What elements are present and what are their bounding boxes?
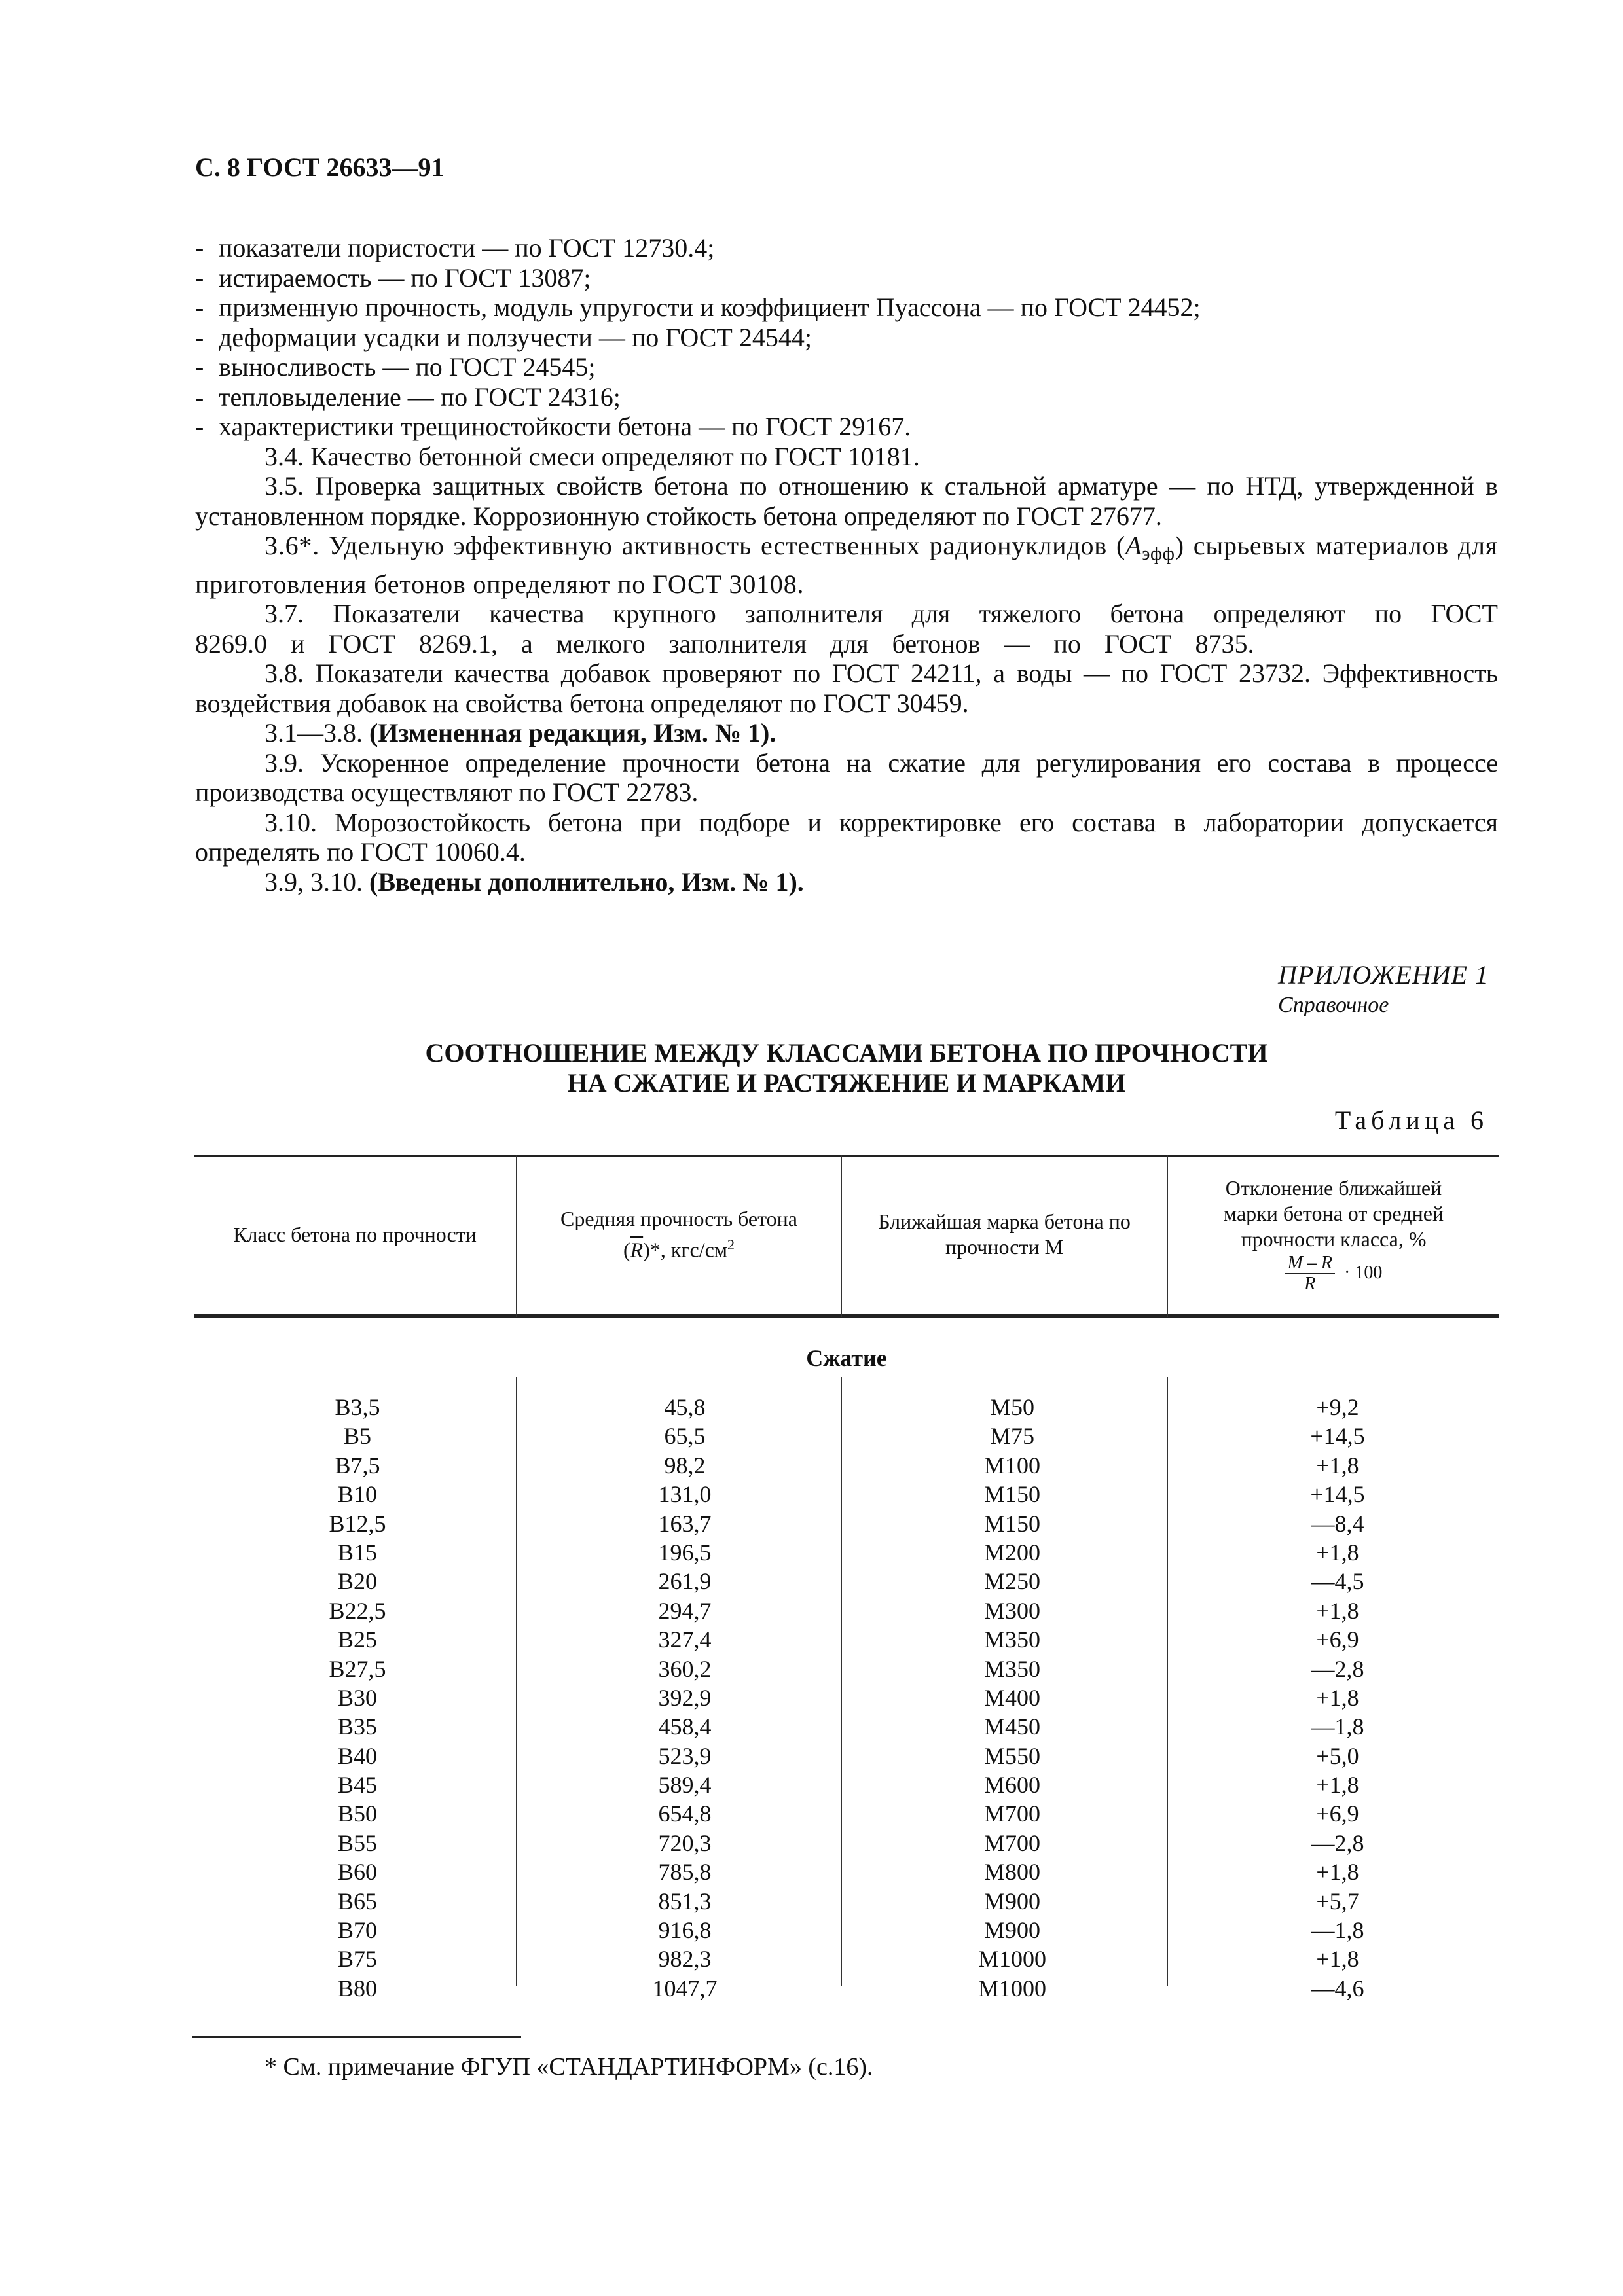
cell-grade: М200 — [983, 1539, 1040, 1566]
table-header-rule — [194, 1314, 1499, 1318]
cell-deviation: +1,8 — [1316, 1772, 1359, 1799]
cell-class: В22,5 — [329, 1597, 386, 1624]
cell-mean-strength: 458,4 — [658, 1713, 712, 1740]
paragraph-3-7: 3.7. Показатели качества крупного заполнителя для тяжелого бетона определяют по ГОСТ 8269.0 и ГОСТ 8269.1, а мелкого заполнителя для бетонов — по ГОСТ 8735. — [195, 599, 1498, 658]
table-row — [194, 1887, 1499, 1916]
column-header-grade: Ближайшая марка бетона по прочности М — [878, 1210, 1131, 1259]
cell-deviation: —1,8 — [1311, 1713, 1364, 1740]
cell-class: В40 — [337, 1742, 377, 1769]
table-row — [194, 1567, 1499, 1596]
list-item: - характеристики трещиностойкости бетона — по ГОСТ 29167. — [195, 412, 911, 441]
cell-class: В20 — [337, 1568, 377, 1595]
cell-deviation: —1,8 — [1311, 1917, 1364, 1944]
cell-grade: М550 — [983, 1742, 1040, 1769]
paragraph-3-5: 3.5. Проверка защитных свойств бетона по отношению к стальной арматуре — по НТД, утвержденной в установленном порядке. Коррозионную стойкость бетона определяют по ГОСТ 27677. — [195, 471, 1498, 531]
cell-mean-strength: 851,3 — [658, 1888, 712, 1914]
cell-grade: М300 — [983, 1597, 1040, 1624]
cell-grade: М350 — [983, 1655, 1040, 1682]
table-row — [194, 1683, 1499, 1712]
cell-grade: М600 — [983, 1772, 1040, 1799]
footnote-rule — [192, 2036, 521, 2038]
cell-mean-strength: 589,4 — [658, 1772, 712, 1799]
cell-class: В27,5 — [329, 1655, 386, 1682]
paragraph-3-9-3-10-note: 3.9, 3.10. (Введены дополнительно, Изм. № 1). — [264, 867, 804, 897]
cell-mean-strength: 98,2 — [664, 1452, 706, 1479]
cell-mean-strength: 45,8 — [664, 1394, 706, 1420]
cell-grade: М150 — [983, 1510, 1040, 1537]
table-row — [194, 1857, 1499, 1886]
cell-class: В65 — [337, 1888, 377, 1914]
cell-grade: М900 — [983, 1917, 1040, 1944]
list-item: - выносливость — по ГОСТ 24545; — [195, 352, 596, 382]
footnote: * См. примечание ФГУП «СТАНДАРТИНФОРМ» (с.16). — [264, 2053, 873, 2081]
cell-grade: М900 — [983, 1888, 1040, 1914]
cell-mean-strength: 654,8 — [658, 1801, 712, 1827]
list-item: - показатели пористости — по ГОСТ 12730.4; — [195, 233, 715, 262]
cell-mean-strength: 65,5 — [664, 1423, 706, 1450]
table-row — [194, 1742, 1499, 1770]
table-row — [194, 1655, 1499, 1683]
cell-grade: М800 — [983, 1859, 1040, 1886]
table-row — [194, 1945, 1499, 1973]
column-header-mean-strength: Средняя прочность бетона $(\overline{R})*$, кгс/$см^2$ — [560, 1206, 797, 1262]
table-body — [194, 1393, 1499, 2003]
table-row — [194, 1451, 1499, 1480]
cell-deviation: —4,5 — [1311, 1568, 1364, 1595]
cell-mean-strength: 163,7 — [658, 1510, 712, 1537]
cell-class: В10 — [337, 1481, 377, 1508]
cell-mean-strength: 785,8 — [658, 1859, 712, 1886]
cell-grade: М400 — [983, 1684, 1040, 1711]
cell-mean-strength: 916,8 — [658, 1917, 712, 1944]
table-row — [194, 1799, 1499, 1828]
cell-grade: М350 — [983, 1626, 1040, 1653]
cell-class: В80 — [337, 1975, 377, 2001]
cell-deviation: +6,9 — [1316, 1626, 1359, 1653]
table-row — [194, 1829, 1499, 1857]
table-row — [194, 1596, 1499, 1625]
cell-mean-strength: 196,5 — [658, 1539, 712, 1566]
column-header-deviation: Отклонение ближайшей марки бетона от средней прочности класса, % $\frac{M - R}{R}$ · 100 — [1223, 1175, 1444, 1294]
cell-deviation: +1,8 — [1316, 1946, 1359, 1973]
cell-deviation: +14,5 — [1310, 1423, 1365, 1450]
column-header-class: Класс бетона по прочности — [233, 1222, 477, 1246]
cell-class: В60 — [337, 1859, 377, 1886]
cell-deviation: +9,2 — [1316, 1394, 1359, 1420]
table-label: Таблица 6 — [1334, 1105, 1488, 1135]
cell-grade: М450 — [983, 1713, 1040, 1740]
cell-mean-strength: 720,3 — [658, 1829, 712, 1856]
section-header-compression: Сжатие — [806, 1345, 887, 1371]
page-header: С. 8 ГОСТ 26633—91 — [195, 152, 445, 182]
cell-grade: М1000 — [977, 1975, 1046, 2001]
cell-class: В30 — [337, 1684, 377, 1711]
list-item: - истираемость — по ГОСТ 13087; — [195, 262, 591, 293]
cell-grade: М50 — [989, 1394, 1034, 1420]
table-row — [194, 1509, 1499, 1538]
cell-deviation: +1,8 — [1316, 1684, 1359, 1711]
cell-class: В35 — [337, 1713, 377, 1740]
list-item: - деформации усадки и ползучести — по ГОСТ 24544; — [195, 322, 812, 352]
appendix-label: ПРИЛОЖЕНИЕ 1 Справочное — [1278, 960, 1489, 1017]
paragraph-3-9: 3.9. Ускоренное определение прочности бетона на сжатие для регулирования его состава в процессе производства осуществляют по ГОСТ 22783. — [195, 747, 1498, 807]
deviation-formula: $\frac{M - R}{R}$ · 100 — [1224, 1253, 1444, 1294]
cell-class: В3,5 — [335, 1394, 380, 1420]
cell-mean-strength: 982,3 — [658, 1946, 712, 1973]
cell-deviation: —2,8 — [1311, 1829, 1364, 1856]
cell-mean-strength: 131,0 — [658, 1481, 712, 1508]
cell-class: В55 — [337, 1829, 377, 1856]
cell-class: В70 — [337, 1917, 377, 1944]
table-row — [194, 1480, 1499, 1509]
cell-grade: М1000 — [977, 1946, 1046, 1973]
cell-class: В50 — [337, 1801, 377, 1827]
table-row — [194, 1538, 1499, 1567]
cell-deviation: +1,8 — [1316, 1597, 1359, 1624]
cell-class: В15 — [337, 1539, 377, 1566]
cell-deviation: —4,6 — [1311, 1975, 1364, 2001]
table-row — [194, 1393, 1499, 1422]
list-item: - тепловыделение — по ГОСТ 24316; — [195, 382, 621, 412]
table-row — [194, 1422, 1499, 1450]
bullet-list — [195, 233, 1498, 442]
cell-deviation: +1,8 — [1316, 1539, 1359, 1566]
table-row — [194, 1625, 1499, 1654]
list-item: - призменную прочность, модуль упругости и коэффициент Пуассона — по ГОСТ 24452; — [195, 293, 1201, 322]
cell-mean-strength: 1047,7 — [652, 1975, 718, 2001]
paragraph-3-10: 3.10. Морозостойкость бетона при подборе и корректировке его состава в лаборатории допускается определять по ГОСТ 10060.4. — [195, 807, 1498, 867]
cell-grade: М75 — [989, 1423, 1034, 1450]
cell-class: В75 — [337, 1946, 377, 1973]
table-row — [194, 1770, 1499, 1799]
cell-mean-strength: 294,7 — [658, 1597, 712, 1624]
cell-class: В25 — [337, 1626, 377, 1653]
cell-deviation: +14,5 — [1310, 1481, 1365, 1508]
cell-mean-strength: 327,4 — [658, 1626, 712, 1653]
cell-grade: М150 — [983, 1481, 1040, 1508]
cell-mean-strength: 360,2 — [658, 1655, 712, 1682]
paragraph-3-1-3-8-note: 3.1—3.8. (Измененная редакция, Изм. № 1). — [264, 718, 776, 747]
table-row — [194, 1916, 1499, 1945]
table-row — [194, 1712, 1499, 1741]
cell-mean-strength: 261,9 — [658, 1568, 712, 1595]
paragraph-3-6: 3.6*. Удельную эффективную активность естественных радионуклидов $(A_{эфф})$ сырьевых материалов для приготовления бетонов определяют по ГОСТ 30108. — [195, 531, 1498, 599]
cell-mean-strength: 392,9 — [658, 1684, 712, 1711]
cell-deviation: —2,8 — [1311, 1655, 1364, 1682]
cell-grade: М100 — [983, 1452, 1040, 1479]
cell-grade: М700 — [983, 1801, 1040, 1827]
cell-class: В12,5 — [329, 1510, 386, 1537]
table-row — [194, 1974, 1499, 2003]
cell-class: В5 — [343, 1423, 371, 1450]
cell-deviation: +1,8 — [1316, 1859, 1359, 1886]
cell-grade: М250 — [983, 1568, 1040, 1595]
paragraph-3-8: 3.8. Показатели качества добавок проверяют по ГОСТ 24211, а воды — по ГОСТ 23732. Эффективность воздействия добавок на свойства бетона определяют по ГОСТ 30459. — [195, 658, 1498, 718]
cell-class: В45 — [337, 1772, 377, 1799]
body-text — [195, 233, 1498, 897]
cell-mean-strength: 523,9 — [658, 1742, 712, 1769]
cell-grade: М700 — [983, 1829, 1040, 1856]
cell-deviation: +5,7 — [1316, 1888, 1359, 1914]
table-title: СООТНОШЕНИЕ МЕЖДУ КЛАССАМИ БЕТОНА ПО ПРОЧНОСТИ НА СЖАТИЕ И РАСТЯЖЕНИЕ И МАРКАМИ — [425, 1038, 1268, 1098]
cell-deviation: +1,8 — [1316, 1452, 1359, 1479]
paragraph-3-4: 3.4. Качество бетонной смеси определяют по ГОСТ 10181. — [264, 441, 920, 471]
cell-deviation: —8,4 — [1311, 1510, 1364, 1537]
cell-class: В7,5 — [335, 1452, 380, 1479]
cell-deviation: +6,9 — [1316, 1801, 1359, 1827]
cell-deviation: +5,0 — [1316, 1742, 1359, 1769]
